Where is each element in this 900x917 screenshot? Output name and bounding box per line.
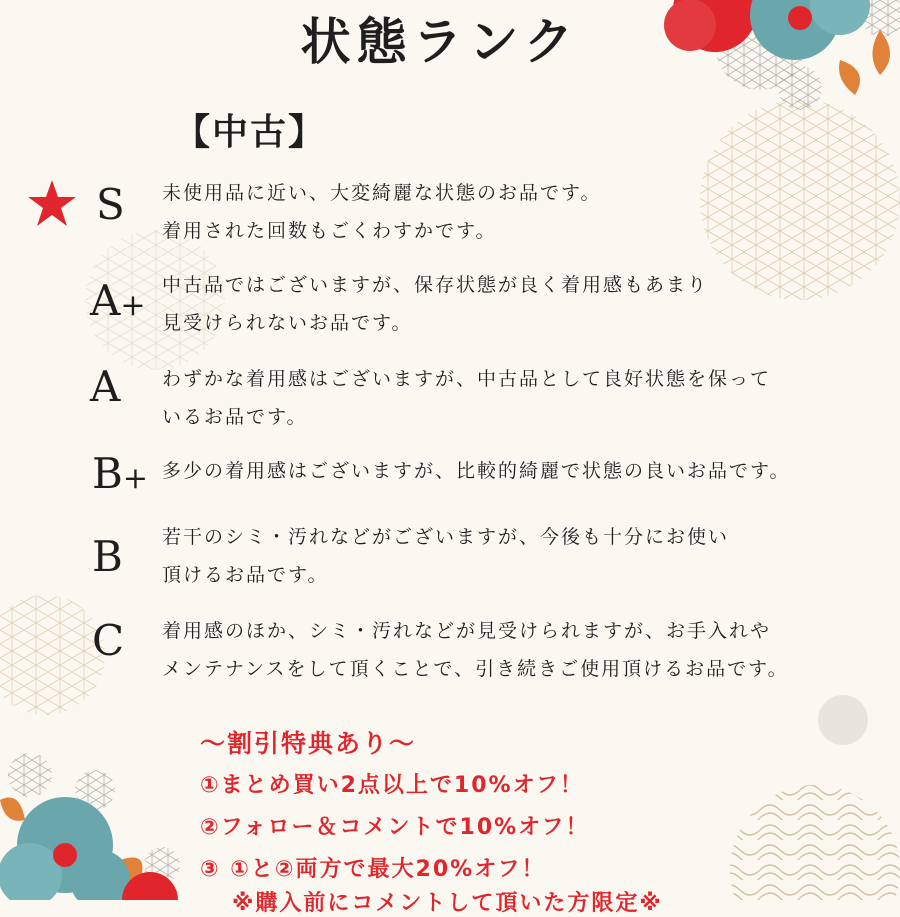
- rank-a-description: わずかな着用感はございますが、中古品として良好状態を保って いるお品です。: [162, 368, 772, 428]
- rank-s-letter: S: [96, 180, 125, 229]
- star-icon: [28, 180, 76, 226]
- rank-c-letter: C: [92, 616, 125, 665]
- promo-item: ②フォロー＆コメントで10%オフ！: [200, 815, 590, 840]
- wave-pattern-circle: [730, 785, 900, 900]
- rank-a-letter: A: [90, 362, 121, 411]
- rank-b-plus-description: 多少の着用感はございますが、比較的綺麗で状態の良いお品です。: [162, 460, 791, 482]
- section-heading: 【中古】: [174, 112, 327, 153]
- rank-s-description: 未使用品に近い、大変綺麗な状態のお品です。 着用された回数もごくわすかです。: [162, 182, 602, 242]
- promo-item: ①まとめ買い2点以上で10%オフ！: [200, 773, 584, 798]
- asanoha-pattern-circle: [700, 100, 900, 300]
- promo-item: ③ ①と②両方で最大20%オフ！: [200, 857, 546, 882]
- page-title: 状態ランク: [300, 13, 580, 71]
- promo-note: ※購入前にコメントして頂いた方限定※: [232, 891, 663, 916]
- asanoha-pattern-circle: [0, 595, 105, 715]
- promo-heading: 〜割引特典あり〜: [200, 729, 417, 758]
- rank-b-description: 若干のシミ・汚れなどがございますが、今後も十分にお使い 頂けるお品です。: [162, 526, 730, 586]
- asanoha-pattern-circle: [8, 753, 52, 797]
- rank-b-letter: B: [92, 532, 123, 581]
- rank-b-plus-letter: B+: [92, 449, 149, 498]
- camellia-flower-icon: [0, 797, 178, 900]
- rank-a-plus-letter: A+: [90, 276, 146, 325]
- rank-a-plus-description: 中古品ではございますが、保存状態が良く着用感もあまり 見受けられないお品です。: [162, 274, 709, 334]
- rank-c-description: 着用感のほか、シミ・汚れなどが見受けられますが、お手入れや メンテナンスをして頂くことで、引き続きご使用頂けるお品です。: [162, 620, 789, 680]
